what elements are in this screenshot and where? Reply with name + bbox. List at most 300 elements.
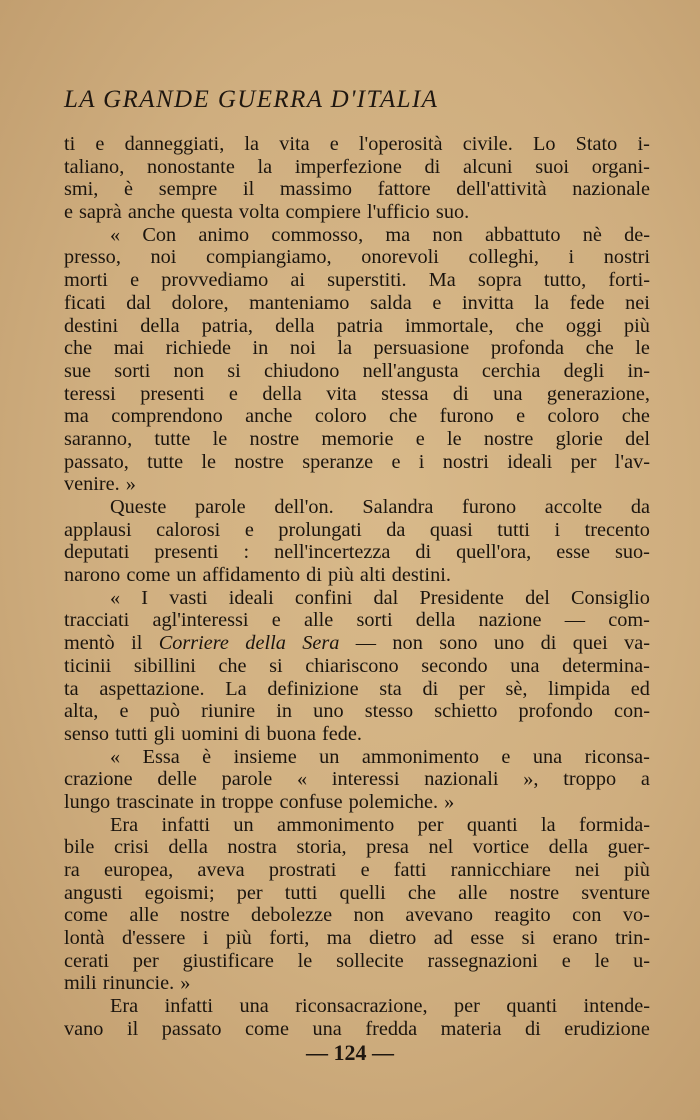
text-word: si [269,654,283,677]
text-word: mentò [64,632,115,655]
text-word: secondo [421,654,488,677]
text-word: mai [113,337,145,360]
text-word: danneggiati, [124,133,225,155]
text-word: si [227,359,241,382]
text-word: di [424,155,441,178]
text-line [64,950,650,973]
text-word: più [225,927,252,950]
text-word: che [389,405,418,428]
text-word: dell'on. [274,496,334,518]
text-word: e [130,269,140,292]
text-word: calorosi [156,518,221,541]
text-word: di [306,564,322,587]
text-word: trascinate [116,790,194,813]
text-word: compiangiamo, [206,246,332,269]
text-word: di [422,677,439,700]
text-line [64,269,650,292]
text-word: aspettazione. [99,677,205,700]
text-word: con- [613,700,650,723]
text-word: chiariscono [305,654,399,677]
text-word: noi [150,246,177,269]
text-line [64,246,650,269]
text-word: troppe [221,790,274,813]
text-word: le [212,427,228,450]
text-word: una [239,995,269,1018]
text-word: prolungati [278,518,362,541]
text-word: è [124,178,134,201]
text-word: presso, [64,246,121,269]
text-word: le [446,427,462,450]
text-word: di [244,722,261,745]
text-word: speranze [302,450,374,473]
text-word: quanti [466,813,518,836]
text-word: bile [64,836,95,859]
text-word: europea, [103,859,174,881]
text-word: uno [493,632,525,655]
text-word: polemiche. [348,790,439,813]
text-word: non [173,359,204,382]
text-word: ai [290,269,305,292]
text-word: sorti [356,609,393,632]
text-word: nell'incertezza [274,541,391,564]
text-word: che [621,405,650,428]
text-word: mili [64,972,97,995]
text-word: prostrati [268,859,337,881]
text-word: vasti [169,586,208,609]
text-line [64,700,650,723]
text-word: giustificare [182,949,274,972]
text-word: questa [181,201,233,224]
text-line [64,383,650,406]
text-word: presa [366,836,409,859]
text-word: di [415,541,432,564]
text-word: accolte [544,496,603,518]
text-word: presenti [154,541,219,564]
text-word: l'av- [614,450,650,473]
text-line [64,337,650,360]
text-word: tracciati [64,609,130,632]
text-word: i [202,927,209,950]
text-word: e [119,700,129,723]
text-word: per [236,881,263,904]
text-word: definizione [267,677,359,700]
text-word: può [149,700,180,723]
text-word: manteniamo [249,291,350,314]
text-word: persuasione [373,337,470,360]
text-word: oggi [565,314,602,337]
text-line [64,519,650,542]
text-word: cerati [64,949,110,972]
text-word: sta [379,677,402,700]
page-number: — 124 — [306,1040,394,1065]
text-word: sorti [114,359,151,382]
text-word: nazionale [572,178,650,201]
text-line [64,655,650,678]
text-word: erudizione [564,1017,650,1040]
text-word: per [454,995,480,1018]
text-word: infatti [164,995,214,1018]
text-word: della [262,382,302,405]
text-word: la [534,291,550,314]
text-word: trecento [584,518,650,541]
text-word: è [202,745,212,768]
text-word: ideali [507,450,553,473]
text-word: riunire [201,700,256,723]
text-word: dal [126,291,152,314]
text-word: l'ufficio [366,201,430,224]
text-word: si [521,927,536,950]
text-word: della [275,314,315,337]
text-word: lontà [64,927,105,950]
text-word: onorevoli [361,246,439,269]
text-word: anche [127,201,176,224]
text-word: il [131,632,143,655]
text-word: Era [110,995,139,1018]
text-word: passato [161,1017,222,1040]
running-head: LA GRANDE GUERRA D'ITALIA [64,86,439,113]
text-word: Corriere [158,632,229,655]
text-word: e [432,291,442,314]
text-word: i- [637,133,650,155]
text-word: i [568,246,575,269]
text-word: in- [627,359,650,382]
text-word: non [432,223,463,246]
text-word: nostri [603,246,650,269]
text-word: comprendono [111,405,223,428]
text-word: come [245,1017,289,1040]
text-line [64,768,650,791]
text-word: e [391,450,401,473]
text-line [64,496,650,519]
text-word: nel [428,836,454,859]
text-word: intende- [583,995,650,1018]
text-word: d'essere [122,927,186,950]
text-word: la [541,813,556,836]
text-word: com- [608,609,650,632]
text-word: per [417,813,444,836]
text-line [64,473,650,496]
text-word: formida- [579,813,650,836]
text-word: Consiglio [571,586,650,609]
text-word: suo- [614,541,650,564]
text-word: fattore [377,178,431,201]
text-word: quell'ora, [456,541,532,564]
text-word: glorie [555,427,603,450]
text-word: alle [129,904,159,927]
text-word: di [540,632,557,655]
text-word: furono [439,405,494,428]
text-word: infatti [161,813,210,836]
text-word: sono [439,632,478,655]
text-word: e [501,745,511,768]
text-line [64,564,650,587]
text-word: troppo [563,768,617,791]
text-word: colleghi, [468,246,539,269]
text-word: ta [64,677,79,700]
text-word: teressi [64,382,116,405]
text-word: di [524,1017,541,1040]
text-line [64,859,650,882]
text-word: Queste [110,496,167,518]
text-word: materia [440,1017,502,1040]
text-word: ma [385,223,411,246]
text-line [64,201,650,224]
text-line [64,609,650,632]
text-word: e [64,201,74,224]
text-word: de- [624,223,650,246]
text-word: la [337,337,352,360]
text-word: una [493,382,523,405]
text-word: da [630,496,650,518]
text-word: della [168,836,208,859]
text-word: suo. [435,201,470,224]
text-word: che [585,337,614,360]
text-word: uno [313,700,344,723]
text-word: riconsacrazione, [295,995,428,1018]
text-line [64,133,650,156]
text-word: tutte [154,427,191,450]
text-word: ammonimento [361,745,479,768]
text-word: che [218,654,247,677]
text-word: alti [359,564,386,587]
text-word: coloro [314,405,367,428]
text-word: noi [289,337,316,360]
text-word: « [110,586,121,609]
text-word: Essa [142,745,180,768]
text-word: venire. [64,473,120,496]
text-word: quei [572,632,608,655]
text-word: della [245,632,286,655]
text-word: determina- [562,654,650,677]
text-word: storia, [296,836,347,859]
text-word: presenti [140,382,205,405]
text-word: e [516,405,526,428]
text-word: sempre [158,178,218,201]
text-word: l'operosità [358,133,443,155]
text-word: suoi [535,155,570,178]
text-word: forti, [269,927,310,950]
body-text [64,133,650,1041]
text-word: Salandra [362,496,434,518]
text-line [64,814,650,837]
text-word: crazione [64,768,133,791]
text-word: Con [142,223,177,246]
text-word: vano [64,1017,104,1040]
text-line [64,791,650,814]
text-word: le [594,949,610,972]
text-word: nazionali [424,768,499,791]
text-word: affidamento [202,564,301,587]
text-word: « [110,223,121,246]
text-line [64,156,650,179]
text-word: un [233,813,254,836]
text-word: destini. [391,564,451,587]
text-word: e [95,133,105,155]
text-word: le [635,337,650,360]
text-word: chiudono [263,359,340,382]
text-word: insieme [233,745,297,768]
text-word: della [140,314,180,337]
text-word: tutte [147,450,184,473]
text-word: u- [633,949,650,972]
text-word: vita [326,382,357,405]
text-word: nostri [442,450,489,473]
text-word: vortice [472,836,530,859]
text-word: forti- [608,269,650,292]
text-word: un [319,745,340,768]
text-word: ma [64,405,89,428]
text-word: dietro [368,927,417,950]
text-line [64,904,650,927]
text-word: patria, [201,314,254,337]
text-word: reagito [494,904,551,927]
text-word: esse [556,541,591,564]
text-word: in [276,700,293,723]
text-word: nostre [509,881,560,904]
text-word: invitta [461,291,514,314]
text-word: immortale, [404,314,494,337]
text-word: crisi [113,836,149,859]
text-word: commosso, [271,223,364,246]
text-word: ticinii [64,654,112,677]
text-word: di [452,382,469,405]
text-word: passato, [64,450,129,473]
text-word: del [625,427,650,450]
text-word: alle [458,881,488,904]
text-word: vita [279,133,310,155]
text-word: nostre [234,450,284,473]
text-word: e [561,949,571,972]
text-word: cerchia [481,359,541,382]
text-word: ra [64,859,80,881]
text-word: confini [294,586,353,609]
text-word: richiede [165,337,231,360]
text-word: e [228,382,238,405]
text-word: a [640,768,650,791]
text-word: Era [110,813,139,836]
text-word: tutti [115,722,148,745]
text-line [64,836,650,859]
text-line [64,972,650,995]
text-word: nazione [478,609,542,632]
text-word: sventure [581,881,650,904]
text-word: organi- [591,155,650,178]
text-word: nei [625,291,650,314]
text-word: anche [245,405,293,428]
text-word: più [624,314,650,337]
text-word: rinuncie. [102,972,175,995]
text-word: ammonimento [277,813,395,836]
text-word: delle [157,768,197,791]
text-word: compiere [285,201,361,224]
text-word: le [201,450,217,473]
text-word: angusti [64,881,123,904]
text-word: ti [64,133,76,155]
text-line [64,587,650,610]
text-word: furono [462,496,517,518]
text-word: non [392,632,423,655]
text-word: come [126,564,171,587]
text-word: stesso [364,700,414,723]
text-word: superstiti. [327,269,407,292]
text-line [64,995,650,1018]
text-word: tutti [284,881,318,904]
text-word: debolezze [251,904,333,927]
text-word: » [180,972,191,995]
text-word: il [242,178,255,201]
text-word: massimo [279,178,352,201]
text-line [64,1018,650,1041]
text-word: : [243,541,250,564]
text-word: profonda [490,337,565,360]
text-word: provvediamo [161,269,269,292]
text-word: che [64,337,93,360]
text-word: buona [266,722,317,745]
text-word: stessa [381,382,429,405]
text-word: » [125,473,136,496]
text-word: — [564,609,585,632]
text-word: interessi [331,768,400,791]
text-word: alcuni [462,155,513,178]
text-word: — [355,632,377,655]
text-word: nei [575,859,600,881]
text-word: senso [64,722,110,745]
text-word: trin- [615,927,650,950]
text-word: nostre [249,427,300,450]
text-word: deputati [64,541,130,564]
text-word: dal [373,586,399,609]
text-line [64,882,650,905]
text-word: nè [582,223,602,246]
text-word: volta [238,201,280,224]
text-word: i [418,450,425,473]
text-word: smi, [64,178,99,201]
text-line [64,405,650,428]
text-word: lungo [64,790,111,813]
text-word: egoismi; [144,881,215,904]
text-word: e [271,609,281,632]
text-word: vo- [622,904,650,927]
text-word: ficati [64,291,106,314]
text-line [64,451,650,474]
text-word: taliano, [64,155,125,178]
text-word: una [312,1017,342,1040]
text-word: per [132,949,159,972]
text-word: i [554,518,561,541]
text-word: sue [64,359,92,382]
text-word: aveva [197,859,245,881]
text-word: che [515,314,544,337]
text-word: saprà [79,201,122,224]
text-word: morti [64,269,108,292]
text-word: un [176,564,197,587]
text-word: La [225,677,247,700]
text-word: narono [64,564,121,587]
text-word: sibillini [133,654,196,677]
text-word: del [525,586,550,609]
text-word: sopra [477,269,522,292]
text-word: alta, [64,700,99,723]
text-word: destini [64,314,119,337]
text-word: Presidente [419,586,504,609]
text-word: da [386,518,406,541]
text-word: tutti [497,518,530,541]
text-word: animo [198,223,250,246]
text-line [64,315,650,338]
text-word: quelli [339,881,386,904]
text-word: quanti [506,995,558,1018]
text-word: la [244,133,260,155]
